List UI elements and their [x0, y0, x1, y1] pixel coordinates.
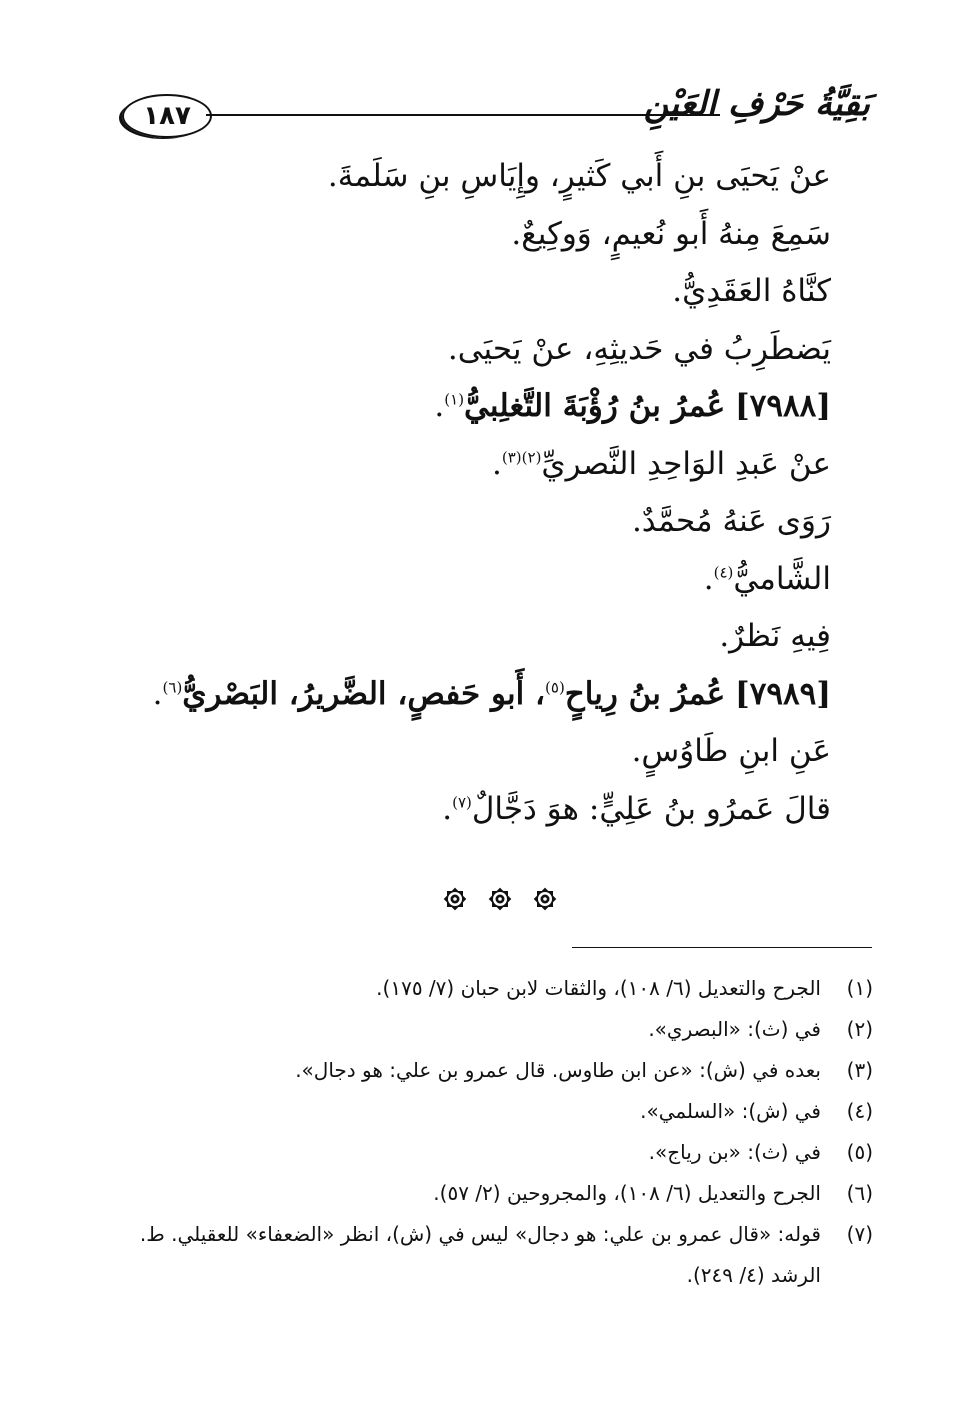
footnote-number: (١) [846, 976, 873, 1000]
footnote-number: (٢) [846, 1017, 873, 1041]
main-text [131, 148, 831, 838]
footnote [123, 1009, 873, 1050]
entry-number: [٧٩٨٩] [735, 675, 831, 712]
text-line [131, 608, 831, 666]
footnote-text: في (ث): «البصري». [648, 1017, 821, 1041]
footnote-text: الجرح والتعديل (٦/ ١٠٨)، والمجروحين (٢/ ٥٧). [433, 1181, 821, 1205]
floral-ornament-icon [440, 884, 470, 914]
footnote-ref[interactable]: (١) [444, 390, 465, 409]
line-tail: . [442, 790, 453, 827]
footnote [123, 1132, 873, 1173]
footnote-number: (٤) [846, 1099, 873, 1123]
footnote-separator [572, 947, 872, 948]
text-line [131, 206, 831, 264]
text-line [131, 493, 831, 551]
text-line [131, 263, 831, 321]
footnote [123, 1214, 873, 1296]
line-text: الشَّاميُّ [733, 560, 831, 597]
entry-name: عُمرُ بنُ رِياحٍ [564, 675, 726, 712]
entry-name-continued: ، أَبو حَفصٍ، الضَّريرُ، البَصْريُّ [182, 675, 546, 712]
line-tail: . [152, 675, 163, 712]
text-line [131, 436, 831, 494]
line-text: فِيهِ نَظرٌ. [719, 618, 831, 654]
footnote-number: (٣) [846, 1058, 873, 1082]
floral-ornament-icon [485, 884, 515, 914]
line-tail: . [492, 445, 502, 482]
line-tail: . [703, 560, 714, 597]
footnote-ref[interactable]: (٧) [452, 793, 472, 812]
footnote-ref[interactable]: (٥) [545, 678, 565, 697]
text-line [131, 321, 831, 379]
footnote-ref[interactable]: (٤) [713, 563, 734, 582]
text-line [131, 723, 831, 781]
line-text: سَمِعَ مِنهُ أَبو نُعيمٍ، وَوكِيعٌ. [511, 215, 831, 252]
entry-heading [131, 666, 831, 724]
footnote [123, 1173, 873, 1214]
line-tail: . [434, 388, 445, 424]
text-line [131, 148, 831, 206]
floral-ornament-icon [530, 884, 560, 914]
entry-number: [٧٩٨٨] [735, 388, 831, 424]
line-text: عَنِ ابنِ طَاوُسٍ. [631, 733, 831, 769]
footnote-text: في (ش): «السلمي». [640, 1099, 821, 1123]
text-line [131, 781, 831, 839]
footnote-text: في (ث): «بن رياج». [648, 1140, 821, 1164]
footnote-number: (٧) [846, 1222, 873, 1246]
page-number: ١٨٧ [122, 94, 212, 138]
footnote-text: بعده في (ش): «عن ابن طاوس. قال عمرو بن علي: هو دجال». [295, 1058, 821, 1082]
footnote-text: قوله: «قال عمرو بن علي: هو دجال» ليس في (ش)، انظر «الضعفاء» للعقيلي. ط. الرشد (٤/ ٢٤٩). [139, 1222, 821, 1287]
footnote-number: (٦) [846, 1181, 873, 1205]
footnote [123, 1091, 873, 1132]
entry-name: عُمرُ بنُ رُؤْبَةَ التَّغلِبيُّ [464, 388, 726, 424]
running-title: بَقِيَّةُ حَرْفِ العَيْنِ [643, 84, 870, 124]
footnote [123, 968, 873, 1009]
text-line [131, 551, 831, 609]
entry-heading [131, 378, 831, 436]
line-text: عنْ يَحيَى بنِ أَبي كَثيرٍ، وإِيَاسِ بنِ سَلَمةَ. [327, 158, 831, 194]
footnote-ref[interactable]: (٦) [162, 678, 183, 697]
footnote-ref[interactable]: (٢)(٣) [501, 448, 542, 467]
line-text: قالَ عَمرُو بنُ عَلِيٍّ: هوَ دَجَّالٌ [471, 790, 831, 827]
footnote-text: الجرح والتعديل (٦/ ١٠٨)، والثقات لابن حبان (٧/ ١٧٥). [376, 976, 821, 1000]
line-text: رَوَى عَنهُ مُحمَّدٌ. [631, 503, 831, 539]
section-divider-ornaments [440, 882, 560, 916]
line-text: يَضطَرِبُ في حَديثِهِ، عنْ يَحيَى. [447, 330, 831, 367]
page-header [110, 78, 870, 148]
footnote [123, 1050, 873, 1091]
footnote-number: (٥) [846, 1140, 873, 1164]
line-text: كنَّاهُ العَقَدِيُّ. [672, 273, 831, 309]
line-text: عنْ عَبدِ الوَاحِدِ النَّصريِّ [541, 445, 831, 482]
footnotes [123, 968, 873, 1296]
